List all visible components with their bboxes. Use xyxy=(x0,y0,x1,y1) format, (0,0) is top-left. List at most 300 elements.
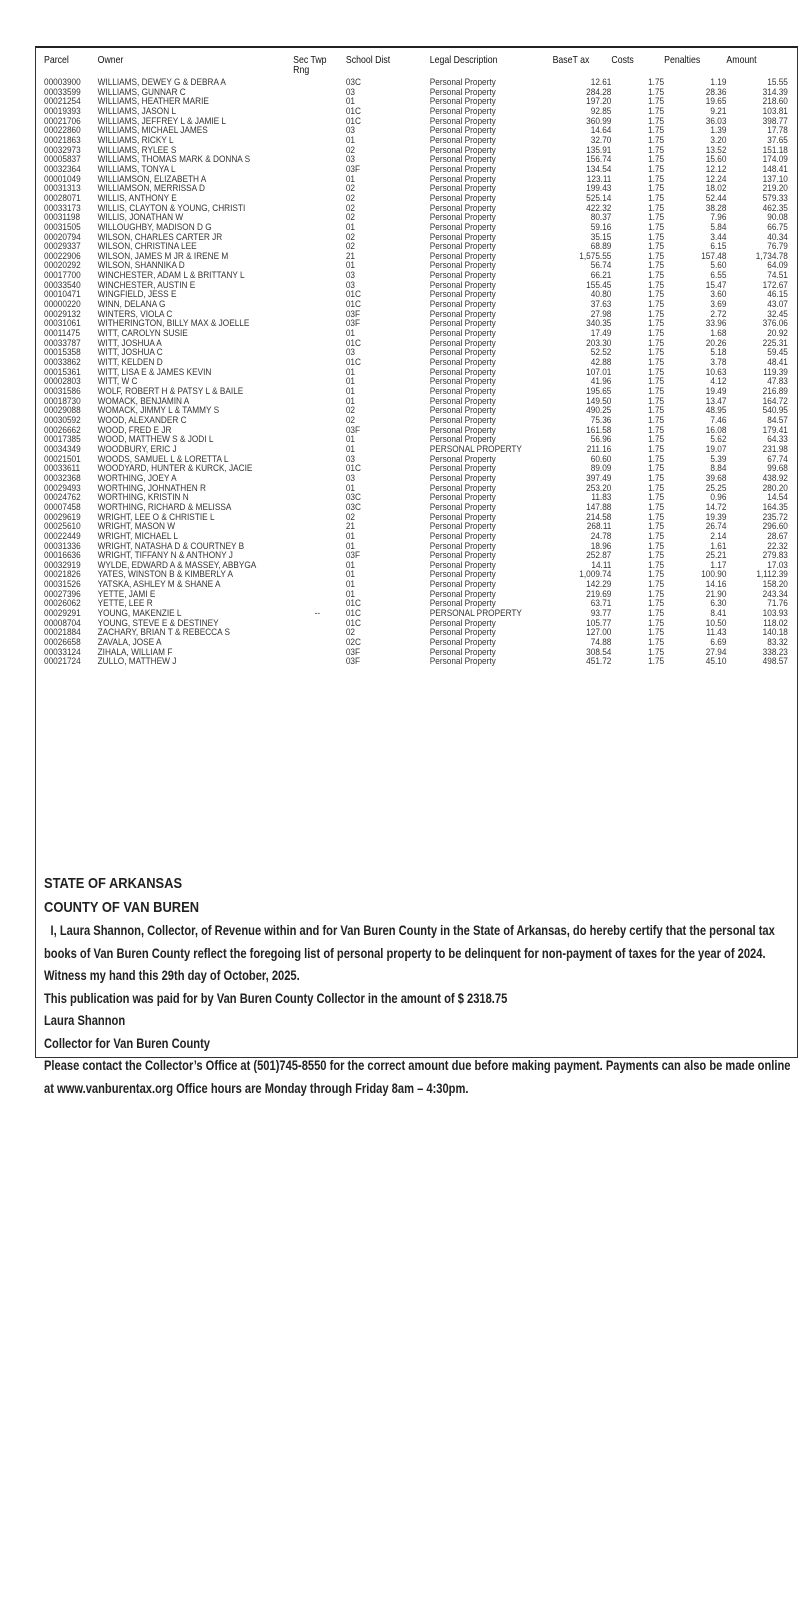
cell-base-tax: 1,575.55 xyxy=(579,251,612,262)
cell-parcel: 00003900 xyxy=(44,78,81,88)
table-row xyxy=(44,561,788,571)
cell-penalties: 3.78 xyxy=(710,358,727,368)
table-row xyxy=(44,213,788,223)
cell-sec-twp-rng xyxy=(293,78,341,88)
cell-school-dist: 03C xyxy=(345,78,361,88)
cell-owner: WOODBURY, ERIC J xyxy=(97,444,177,455)
cell-sec-twp-rng xyxy=(293,570,341,580)
cell-base-tax: 1,009.74 xyxy=(579,570,612,581)
cell-sec-twp-rng xyxy=(293,493,341,503)
cell-owner: WINN, DELANA G xyxy=(97,300,166,310)
cell-base-tax: 127.00 xyxy=(586,628,612,639)
cell-penalties: 14.16 xyxy=(705,580,727,590)
cell-legal-description: Personal Property xyxy=(429,213,496,223)
cell-parcel: 00033599 xyxy=(44,87,81,98)
cell-penalties: 10.63 xyxy=(705,367,727,378)
cell-penalties: 1.17 xyxy=(710,560,727,571)
cell-amount: 151.18 xyxy=(762,145,788,156)
cell-sec-twp-rng xyxy=(293,329,341,339)
cell-sec-twp-rng xyxy=(293,619,341,629)
cell-parcel: 00031061 xyxy=(44,319,81,330)
cell-parcel: 00032364 xyxy=(44,164,81,175)
cell-sec-twp-rng xyxy=(293,213,341,223)
cell-owner: WITHERINGTON, BILLY MAX & JOELLE xyxy=(97,319,250,330)
cell-base-tax: 161.58 xyxy=(586,425,612,436)
cell-penalties: 5.60 xyxy=(710,261,727,272)
cell-sec-twp-rng xyxy=(293,484,341,494)
cell-amount: 64.33 xyxy=(767,435,788,445)
cell-legal-description: Personal Property xyxy=(429,541,496,552)
certification-statement xyxy=(44,920,794,988)
cell-legal-description: Personal Property xyxy=(429,531,496,542)
cell-amount: 243.34 xyxy=(762,589,788,600)
cell-school-dist: 02 xyxy=(345,203,356,214)
table-row xyxy=(44,204,788,214)
cell-base-tax: 14.64 xyxy=(590,126,612,136)
cell-penalties: 19.07 xyxy=(705,444,727,455)
table-row xyxy=(44,88,788,98)
cell-school-dist: 03F xyxy=(345,425,361,436)
cell-amount: 314.39 xyxy=(762,87,788,98)
cell-sec-twp-rng xyxy=(293,136,341,146)
cell-owner: WILLIAMS, MICHAEL JAMES xyxy=(97,126,208,136)
cell-school-dist: 01 xyxy=(345,570,356,581)
cell-owner: WOMACK, JIMMY L & TAMMY S xyxy=(97,406,220,416)
cell-parcel: 00029132 xyxy=(44,309,81,320)
table-row xyxy=(44,290,788,300)
cell-parcel: 00022906 xyxy=(44,251,81,262)
cell-parcel: 00010471 xyxy=(44,290,81,301)
cell-sec-twp-rng xyxy=(293,513,341,523)
cell-owner: WILLIAMS, TONYA L xyxy=(97,164,176,175)
cell-sec-twp-rng xyxy=(293,261,341,271)
cell-parcel: 00000220 xyxy=(44,300,81,310)
cell-base-tax: 284.28 xyxy=(586,87,612,98)
cell-sec-twp-rng xyxy=(293,117,341,127)
table-row xyxy=(44,638,788,648)
cell-owner: WILLIAMS, THOMAS MARK & DONNA S xyxy=(97,155,251,165)
cell-legal-description: Personal Property xyxy=(429,300,496,310)
table-row xyxy=(44,368,788,378)
cell-owner: WILLIS, JONATHAN W xyxy=(97,213,184,223)
cell-parcel: 00033173 xyxy=(44,203,81,214)
cell-owner: WILLIAMS, RICKY L xyxy=(97,135,174,146)
cell-penalties: 20.26 xyxy=(705,338,727,349)
cell-base-tax: 59.16 xyxy=(590,222,612,233)
table-row xyxy=(44,503,788,513)
cell-school-dist: 02 xyxy=(345,213,356,223)
cell-base-tax: 142.29 xyxy=(586,580,612,590)
cell-penalties: 12.24 xyxy=(705,174,727,185)
cell-costs: 1.75 xyxy=(648,329,665,339)
cell-base-tax: 490.25 xyxy=(586,406,612,416)
cell-costs: 1.75 xyxy=(648,164,665,175)
cell-school-dist: 01 xyxy=(345,261,356,272)
cell-amount: 28.67 xyxy=(767,531,788,542)
cell-legal-description: PERSONAL PROPERTY xyxy=(429,444,522,455)
cell-amount: 119.39 xyxy=(763,367,788,378)
cell-penalties: 2.72 xyxy=(710,309,727,320)
cell-base-tax: 155.45 xyxy=(586,280,612,291)
cell-base-tax: 219.69 xyxy=(586,589,612,600)
cell-costs: 1.75 xyxy=(648,367,665,378)
cell-penalties: 38.28 xyxy=(705,203,727,214)
cell-sec-twp-rng xyxy=(293,503,341,513)
cell-amount: 280.20 xyxy=(762,483,788,494)
cell-legal-description: Personal Property xyxy=(429,618,496,629)
cell-owner: WILLIAMS, GUNNAR C xyxy=(97,87,186,98)
table-row xyxy=(44,223,788,233)
cell-amount: 43.07 xyxy=(767,300,788,310)
cell-costs: 1.75 xyxy=(648,280,665,291)
cell-owner: WILLIAMS, HEATHER MARIE xyxy=(97,97,209,107)
cell-costs: 1.75 xyxy=(648,502,665,513)
cell-sec-twp-rng xyxy=(293,155,341,165)
cell-legal-description: Personal Property xyxy=(429,116,496,127)
cell-penalties: 19.65 xyxy=(705,97,727,107)
cell-base-tax: 56.74 xyxy=(590,261,612,272)
cell-costs: 1.75 xyxy=(648,155,665,165)
cell-penalties: 5.84 xyxy=(710,222,727,233)
cell-amount: 148.41 xyxy=(762,164,788,175)
cell-owner: WORTHING, KRISTIN N xyxy=(97,493,189,503)
header-parcel: Parcel xyxy=(44,55,69,66)
header-base-tax: BaseT ax xyxy=(552,55,590,66)
cell-costs: 1.75 xyxy=(648,126,665,136)
table-row xyxy=(44,406,788,416)
cell-amount: 59.45 xyxy=(767,348,788,359)
table-row xyxy=(44,136,788,146)
cell-sec-twp-rng xyxy=(293,97,341,107)
cell-costs: 1.75 xyxy=(648,251,665,262)
cell-costs: 1.75 xyxy=(648,522,665,532)
delinquent-tax-table xyxy=(44,56,788,667)
cell-school-dist: 03F xyxy=(345,164,361,175)
cell-school-dist: 01 xyxy=(345,435,356,445)
cell-sec-twp-rng: -- xyxy=(314,609,321,619)
cell-legal-description: Personal Property xyxy=(429,261,496,272)
cell-costs: 1.75 xyxy=(648,618,665,629)
cell-amount: 66.75 xyxy=(767,222,788,233)
table-header-row xyxy=(44,56,788,78)
cell-school-dist: 01C xyxy=(345,358,361,368)
cell-legal-description: Personal Property xyxy=(429,164,496,175)
cell-legal-description: Personal Property xyxy=(429,280,496,291)
cell-base-tax: 12.61 xyxy=(590,78,612,88)
cell-owner: WINTERS, VIOLA C xyxy=(97,309,173,320)
cell-legal-description: Personal Property xyxy=(429,203,496,214)
cell-school-dist: 01C xyxy=(345,609,361,619)
cell-school-dist: 02 xyxy=(345,184,356,194)
cell-base-tax: 135.91 xyxy=(586,145,612,156)
table-row xyxy=(44,242,788,252)
cell-costs: 1.75 xyxy=(648,599,665,610)
cell-parcel: 00021501 xyxy=(44,454,81,465)
table-row xyxy=(44,252,788,262)
cell-parcel: 00030592 xyxy=(44,415,81,426)
header-school-dist: School Dist xyxy=(345,55,391,66)
table-row xyxy=(44,348,788,358)
cell-amount: 164.72 xyxy=(762,396,788,407)
cell-base-tax: 89.09 xyxy=(590,464,612,474)
cell-base-tax: 93.77 xyxy=(590,609,612,619)
cell-parcel: 00033862 xyxy=(44,358,81,368)
cell-sec-twp-rng xyxy=(293,358,341,368)
cell-sec-twp-rng xyxy=(293,522,341,532)
cell-parcel: 00022449 xyxy=(44,531,81,542)
cell-legal-description: Personal Property xyxy=(429,367,496,378)
table-row xyxy=(44,435,788,445)
cell-school-dist: 01 xyxy=(345,580,356,590)
cell-sec-twp-rng xyxy=(293,368,341,378)
cell-sec-twp-rng xyxy=(293,445,341,455)
cell-base-tax: 92.85 xyxy=(590,106,612,117)
cell-sec-twp-rng xyxy=(293,319,341,329)
header-costs: Costs xyxy=(611,55,634,66)
cell-owner: WILSON, SHANNIKA D xyxy=(97,261,185,272)
cell-owner: WITT, KELDEN D xyxy=(97,358,163,368)
cell-costs: 1.75 xyxy=(648,377,665,387)
cell-amount: 118.02 xyxy=(763,618,788,629)
cell-sec-twp-rng xyxy=(293,175,341,185)
cell-penalties: 28.36 xyxy=(705,87,727,98)
cell-legal-description: Personal Property xyxy=(429,638,496,648)
cell-sec-twp-rng xyxy=(293,146,341,156)
cell-sec-twp-rng xyxy=(293,435,341,445)
cell-sec-twp-rng xyxy=(293,107,341,117)
cell-legal-description: Personal Property xyxy=(429,512,496,523)
table-row xyxy=(44,377,788,387)
cell-costs: 1.75 xyxy=(648,145,665,156)
cell-sec-twp-rng xyxy=(293,638,341,648)
cell-penalties: 1.39 xyxy=(710,126,727,136)
cell-legal-description: Personal Property xyxy=(429,493,496,503)
cell-penalties: 3.44 xyxy=(710,232,727,243)
cell-legal-description: Personal Property xyxy=(429,589,496,600)
cell-parcel: 00024762 xyxy=(44,493,81,503)
table-row xyxy=(44,319,788,329)
cell-costs: 1.75 xyxy=(648,300,665,310)
cell-sec-twp-rng xyxy=(293,300,341,310)
cell-amount: 164.35 xyxy=(762,502,788,513)
cell-costs: 1.75 xyxy=(648,290,665,301)
cell-legal-description: Personal Property xyxy=(429,106,496,117)
cell-sec-twp-rng xyxy=(293,194,341,204)
cell-sec-twp-rng xyxy=(293,542,341,552)
table-row xyxy=(44,532,788,542)
cell-costs: 1.75 xyxy=(648,657,665,668)
cell-parcel: 00019393 xyxy=(44,106,81,117)
cell-costs: 1.75 xyxy=(648,309,665,320)
cell-costs: 1.75 xyxy=(648,464,665,474)
cell-owner: YATES, WINSTON B & KIMBERLY A xyxy=(97,570,234,581)
cell-owner: ZULLO, MATTHEW J xyxy=(97,657,177,668)
cell-owner: YETTE, JAMI E xyxy=(97,589,156,600)
cell-school-dist: 03F xyxy=(345,551,361,561)
cell-costs: 1.75 xyxy=(648,647,665,658)
cell-base-tax: 52.52 xyxy=(590,348,612,359)
cell-parcel: 00032973 xyxy=(44,145,81,156)
cell-legal-description: Personal Property xyxy=(429,387,496,397)
cell-sec-twp-rng xyxy=(293,184,341,194)
cell-sec-twp-rng xyxy=(293,204,341,214)
cell-penalties: 5.62 xyxy=(710,435,727,445)
cell-legal-description: Personal Property xyxy=(429,396,496,407)
cell-base-tax: 123.11 xyxy=(586,174,612,185)
cell-base-tax: 253.20 xyxy=(586,483,612,494)
cell-sec-twp-rng xyxy=(293,628,341,638)
cell-base-tax: 66.21 xyxy=(590,271,612,281)
cell-legal-description: Personal Property xyxy=(429,174,496,185)
cell-parcel: 00034349 xyxy=(44,444,81,455)
cell-legal-description: Personal Property xyxy=(429,338,496,349)
cell-parcel: 00020794 xyxy=(44,232,81,243)
table-row xyxy=(44,78,788,88)
cell-sec-twp-rng xyxy=(293,377,341,387)
cell-sec-twp-rng xyxy=(293,223,341,233)
cell-owner: WILLIAMS, RYLEE S xyxy=(97,145,177,156)
cell-school-dist: 03 xyxy=(345,473,356,484)
cell-sec-twp-rng xyxy=(293,657,341,667)
cell-sec-twp-rng xyxy=(293,348,341,358)
cell-sec-twp-rng xyxy=(293,339,341,349)
cell-penalties: 3.60 xyxy=(710,290,727,301)
cell-owner: ZAVALA, JOSE A xyxy=(97,638,162,648)
cell-sec-twp-rng xyxy=(293,590,341,600)
cell-costs: 1.75 xyxy=(648,222,665,233)
cell-base-tax: 195.65 xyxy=(586,387,612,397)
cell-legal-description: Personal Property xyxy=(429,377,496,387)
cell-school-dist: 01 xyxy=(345,174,356,185)
cell-owner: WILLOUGHBY, MADISON D G xyxy=(97,222,212,233)
table-row xyxy=(44,619,788,629)
cell-penalties: 4.12 xyxy=(710,377,727,387)
table-row xyxy=(44,117,788,127)
cell-owner: WILLIS, CLAYTON & YOUNG, CHRISTI xyxy=(97,203,246,214)
cell-legal-description: Personal Property xyxy=(429,425,496,436)
cell-school-dist: 03 xyxy=(345,280,356,291)
cell-parcel: 00021254 xyxy=(44,97,81,107)
cell-amount: 231.98 xyxy=(762,444,788,455)
cell-parcel: 00022860 xyxy=(44,126,81,136)
cell-costs: 1.75 xyxy=(648,261,665,272)
cell-parcel: 00031505 xyxy=(44,222,81,233)
cell-penalties: 48.95 xyxy=(705,406,727,416)
table-row xyxy=(44,107,788,117)
cell-base-tax: 268.11 xyxy=(586,522,612,532)
cell-sec-twp-rng xyxy=(293,290,341,300)
cell-penalties: 8.84 xyxy=(710,464,727,474)
cell-sec-twp-rng xyxy=(293,252,341,262)
cell-base-tax: 75.36 xyxy=(590,415,612,426)
header-legal-description: Legal Description xyxy=(429,55,498,66)
header-sec-twp-rng: Sec Twp Rng xyxy=(293,55,327,76)
cell-legal-description: Personal Property xyxy=(429,599,496,610)
cell-owner: WRIGHT, NATASHA D & COURTNEY B xyxy=(97,541,245,552)
cell-penalties: 13.52 xyxy=(705,145,727,156)
cell-amount: 219.20 xyxy=(762,184,788,194)
cell-school-dist: 03F xyxy=(345,647,361,658)
certification-block xyxy=(44,872,796,1100)
cell-penalties: 33.96 xyxy=(705,319,727,330)
cell-costs: 1.75 xyxy=(648,232,665,243)
cell-parcel: 00031336 xyxy=(44,541,81,552)
cell-costs: 1.75 xyxy=(648,116,665,127)
cell-parcel: 00020292 xyxy=(44,261,81,272)
cell-costs: 1.75 xyxy=(648,174,665,185)
paid-by-line: This publication was paid for by Van Buren County Collector in the amount of $ 2318.75 xyxy=(44,990,508,1006)
cell-amount: 47.83 xyxy=(767,377,788,387)
cell-penalties: 5.18 xyxy=(710,348,727,359)
cell-parcel: 00026662 xyxy=(44,425,81,436)
cell-base-tax: 525.14 xyxy=(586,193,612,204)
cell-legal-description: Personal Property xyxy=(429,329,496,339)
cell-costs: 1.75 xyxy=(648,184,665,194)
cell-sec-twp-rng xyxy=(293,599,341,609)
cell-sec-twp-rng xyxy=(293,416,341,426)
cell-penalties: 36.03 xyxy=(705,116,727,127)
cell-school-dist: 01 xyxy=(345,444,356,455)
cell-sec-twp-rng xyxy=(293,464,341,474)
cell-parcel: 00032368 xyxy=(44,473,81,484)
cell-sec-twp-rng xyxy=(293,165,341,175)
cell-school-dist: 21 xyxy=(345,251,356,262)
cell-owner: WRIGHT, LEE O & CHRISTIE L xyxy=(97,512,215,523)
cell-amount: 32.45 xyxy=(767,309,788,320)
cell-sec-twp-rng xyxy=(293,310,341,320)
cell-owner: WITT, CAROLYN SUSIE xyxy=(97,329,188,339)
cell-costs: 1.75 xyxy=(648,87,665,98)
cell-owner: WOOD, ALEXANDER C xyxy=(97,415,187,426)
cell-school-dist: 03 xyxy=(345,271,356,281)
cell-penalties: 0.96 xyxy=(710,493,727,503)
cell-parcel: 00011475 xyxy=(44,329,81,339)
cell-owner: WITT, LISA E & JAMES KEVIN xyxy=(97,367,212,378)
cell-parcel: 00021863 xyxy=(44,135,81,146)
table-row xyxy=(44,455,788,465)
cell-costs: 1.75 xyxy=(648,358,665,368)
cell-school-dist: 03F xyxy=(345,657,361,668)
cell-parcel: 00021826 xyxy=(44,570,81,581)
cell-legal-description: Personal Property xyxy=(429,435,496,445)
table-row xyxy=(44,387,788,397)
cell-penalties: 19.39 xyxy=(705,512,727,523)
cell-legal-description: Personal Property xyxy=(429,502,496,513)
cell-costs: 1.75 xyxy=(648,203,665,214)
cell-sec-twp-rng xyxy=(293,532,341,542)
cell-costs: 1.75 xyxy=(648,628,665,639)
cell-base-tax: 68.89 xyxy=(590,242,612,252)
cell-costs: 1.75 xyxy=(648,454,665,465)
cell-legal-description: Personal Property xyxy=(429,483,496,494)
cell-school-dist: 02 xyxy=(345,145,356,156)
cell-parcel: 00033611 xyxy=(44,464,81,474)
cell-legal-description: Personal Property xyxy=(429,193,496,204)
cell-penalties: 6.30 xyxy=(710,599,727,610)
table-row xyxy=(44,310,788,320)
cell-owner: ZIHALA, WILLIAM F xyxy=(97,647,173,658)
cell-legal-description: Personal Property xyxy=(429,155,496,165)
cell-base-tax: 156.74 xyxy=(586,155,612,165)
table-row xyxy=(44,271,788,281)
cell-school-dist: 01C xyxy=(345,464,361,474)
cell-parcel: 00032919 xyxy=(44,560,81,571)
cell-penalties: 1.68 xyxy=(710,329,727,339)
cell-legal-description: Personal Property xyxy=(429,647,496,658)
cell-owner: YOUNG, STEVE E & DESTINEY xyxy=(97,618,219,629)
cell-parcel: 00008704 xyxy=(44,618,81,629)
cell-amount: 103.81 xyxy=(762,106,788,117)
